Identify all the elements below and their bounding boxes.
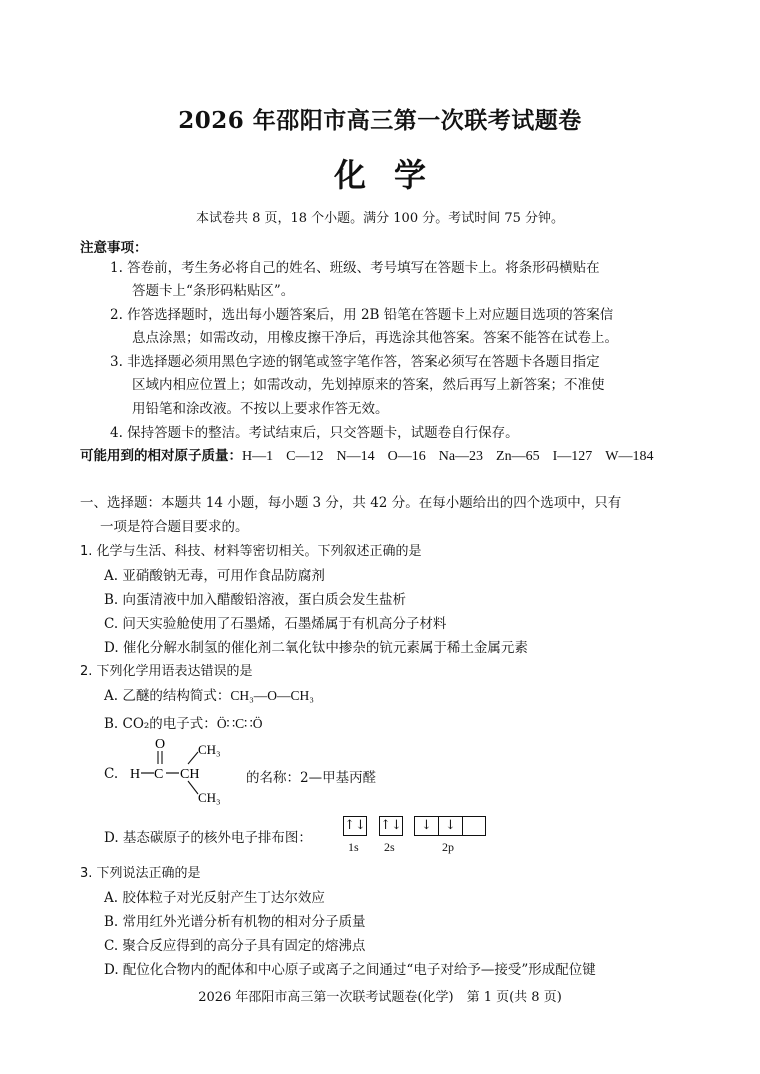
atomic-mass-c: C—12 [286, 449, 324, 464]
question-1-option-d: D. 催化分解水制氢的催化剂二氧化钛中掺杂的钪元素属于稀土金属元素 [104, 640, 528, 656]
methyl-top: CH₃ [198, 742, 221, 757]
question-3-option-b: B. 常用红外光谱分析有机物的相对分子质量 [104, 914, 366, 930]
question-2-option-a-label: A. 乙醚的结构简式： [104, 688, 231, 704]
question-1-option-c: C. 问天实验舱使用了石墨烯，石墨烯属于有机高分子材料 [104, 616, 447, 632]
page-footer: 2026 年邵阳市高三第一次联考试题卷(化学) 第 1 页(共 8 页) [198, 990, 562, 1005]
question-3-option-d: D. 配位化合物内的配体和中心原子或离子之间通过“电子对给予—接受”形成配位键 [104, 962, 596, 978]
exam-intro: 本试卷共 8 页，18 个小题。满分 100 分。考试时间 75 分钟。 [195, 211, 565, 226]
question-2-option-c-label: C. [104, 766, 119, 782]
notice-item-1-line-1: 1. 答卷前，考生务必将自己的姓名、班级、考号填写在答题卡上。将条形码横贴在 [110, 260, 600, 276]
question-3-option-a: A. 胶体粒子对光反射产生丁达尔效应 [104, 890, 325, 906]
question-2-option-a-formula: CH₃—O—CH₃ [230, 688, 315, 703]
atomic-mass-w: W—184 [605, 449, 654, 464]
exam-title: 2026 年邵阳市高三第一次联考试题卷 [178, 107, 582, 134]
atomic-mass-values [242, 445, 667, 464]
notice-item-4-line-1: 4. 保持答题卡的整洁。考试结束后，只交答题卡，试题卷自行保存。 [110, 425, 519, 441]
question-3-option-c: C. 聚合反应得到的高分子具有固定的熔沸点 [104, 938, 366, 954]
question-2-option-b-label: B. CO₂的电子式： [104, 716, 217, 732]
atom-ch: CH [180, 767, 200, 782]
notice-item-2-line-1: 2. 作答选择题时，选出每小题答案后，用 2B 铅笔在答题卡上对应题目选项的答案信 [110, 307, 614, 323]
question-2-option-b-formula: Ö∷C∷Ö [216, 716, 263, 731]
orbital-2p-box-3 [463, 817, 485, 835]
methyl-bottom: CH₃ [198, 790, 221, 805]
bond-ch-methyl-down [188, 781, 198, 794]
orbital-2p-box-2: ↓ [439, 817, 463, 835]
atomic-mass-line [80, 444, 667, 465]
notice-item-1-line-2: 答题卡上“条形码粘贴区”。 [132, 283, 295, 299]
atom-c-carbonyl: C [154, 767, 164, 782]
atom-o: O [155, 737, 166, 752]
question-2-stem: 2. 下列化学用语表达错误的是 [80, 664, 253, 679]
notice-item-3-line-1: 3. 非选择题必须用黑色字迹的钢笔或签字笔作答，答案必须写在答题卡各题目指定 [110, 354, 600, 370]
orbital-2p [414, 816, 486, 836]
orbital-1s-electrons: ↑↓ [344, 818, 366, 833]
notice-item-3-line-3: 用铅笔和涂改液。不按以上要求作答无效。 [132, 401, 389, 417]
orbital-2s-electrons: ↑↓ [380, 818, 402, 833]
question-2-option-b [104, 712, 263, 732]
question-2-option-d-label: D. 基态碳原子的核外电子排布图： [104, 830, 312, 846]
question-3-stem: 3. 下列说法正确的是 [80, 866, 201, 881]
atomic-mass-i: I—127 [552, 449, 593, 464]
atomic-mass-o: O—16 [387, 449, 426, 464]
notice-item-2-line-2: 息点涂黑；如需改动，用橡皮擦干净后，再选涂其他答案。答案不能答在试卷上。 [132, 330, 618, 346]
question-1-stem: 1. 化学与生活、科技、材料等密切相关。下列叙述正确的是 [80, 544, 422, 559]
atomic-mass-na: Na—23 [438, 449, 484, 464]
atomic-mass-label: 可能用到的相对原子质量： [80, 448, 242, 464]
atom-h: H [130, 767, 141, 782]
orbital-1s [343, 816, 367, 836]
orbital-2p-box-1: ↓ [415, 817, 439, 835]
subject-title: 化学 [333, 156, 454, 194]
question-1-option-a: A. 亚硝酸钠无毒，可用作食品防腐剂 [104, 568, 325, 584]
notice-heading: 注意事项： [80, 240, 148, 256]
isobutyraldehyde-structure [126, 734, 236, 808]
section-1-heading-line-2: 一项是符合题目要求的。 [100, 519, 249, 535]
section-1-heading: 一、选择题：本题共 14 小题，每小题 3 分，共 42 分。在每小题给出的四个选项中，只有 [80, 495, 622, 511]
notice-item-3-line-2: 区域内相应位置上；如需改动，先划掉原来的答案，然后再写上新答案；不准使 [132, 377, 605, 393]
question-1-option-b: B. 向蛋清液中加入醋酸铅溶液，蛋白质会发生盐析 [104, 592, 407, 608]
orbital-label-2p: 2p [442, 840, 454, 854]
question-2-option-a [104, 684, 314, 704]
atomic-mass-h: H—1 [242, 449, 274, 464]
atomic-mass-zn: Zn—65 [496, 449, 540, 464]
atomic-mass-n: N—14 [336, 449, 375, 464]
orbital-label-2s: 2s [384, 840, 395, 854]
question-2-option-c-name: 的名称：2—甲基丙醛 [246, 770, 377, 786]
orbital-2s [379, 816, 403, 836]
orbital-label-1s: 1s [348, 840, 359, 854]
bond-ch-methyl-up [188, 752, 198, 764]
